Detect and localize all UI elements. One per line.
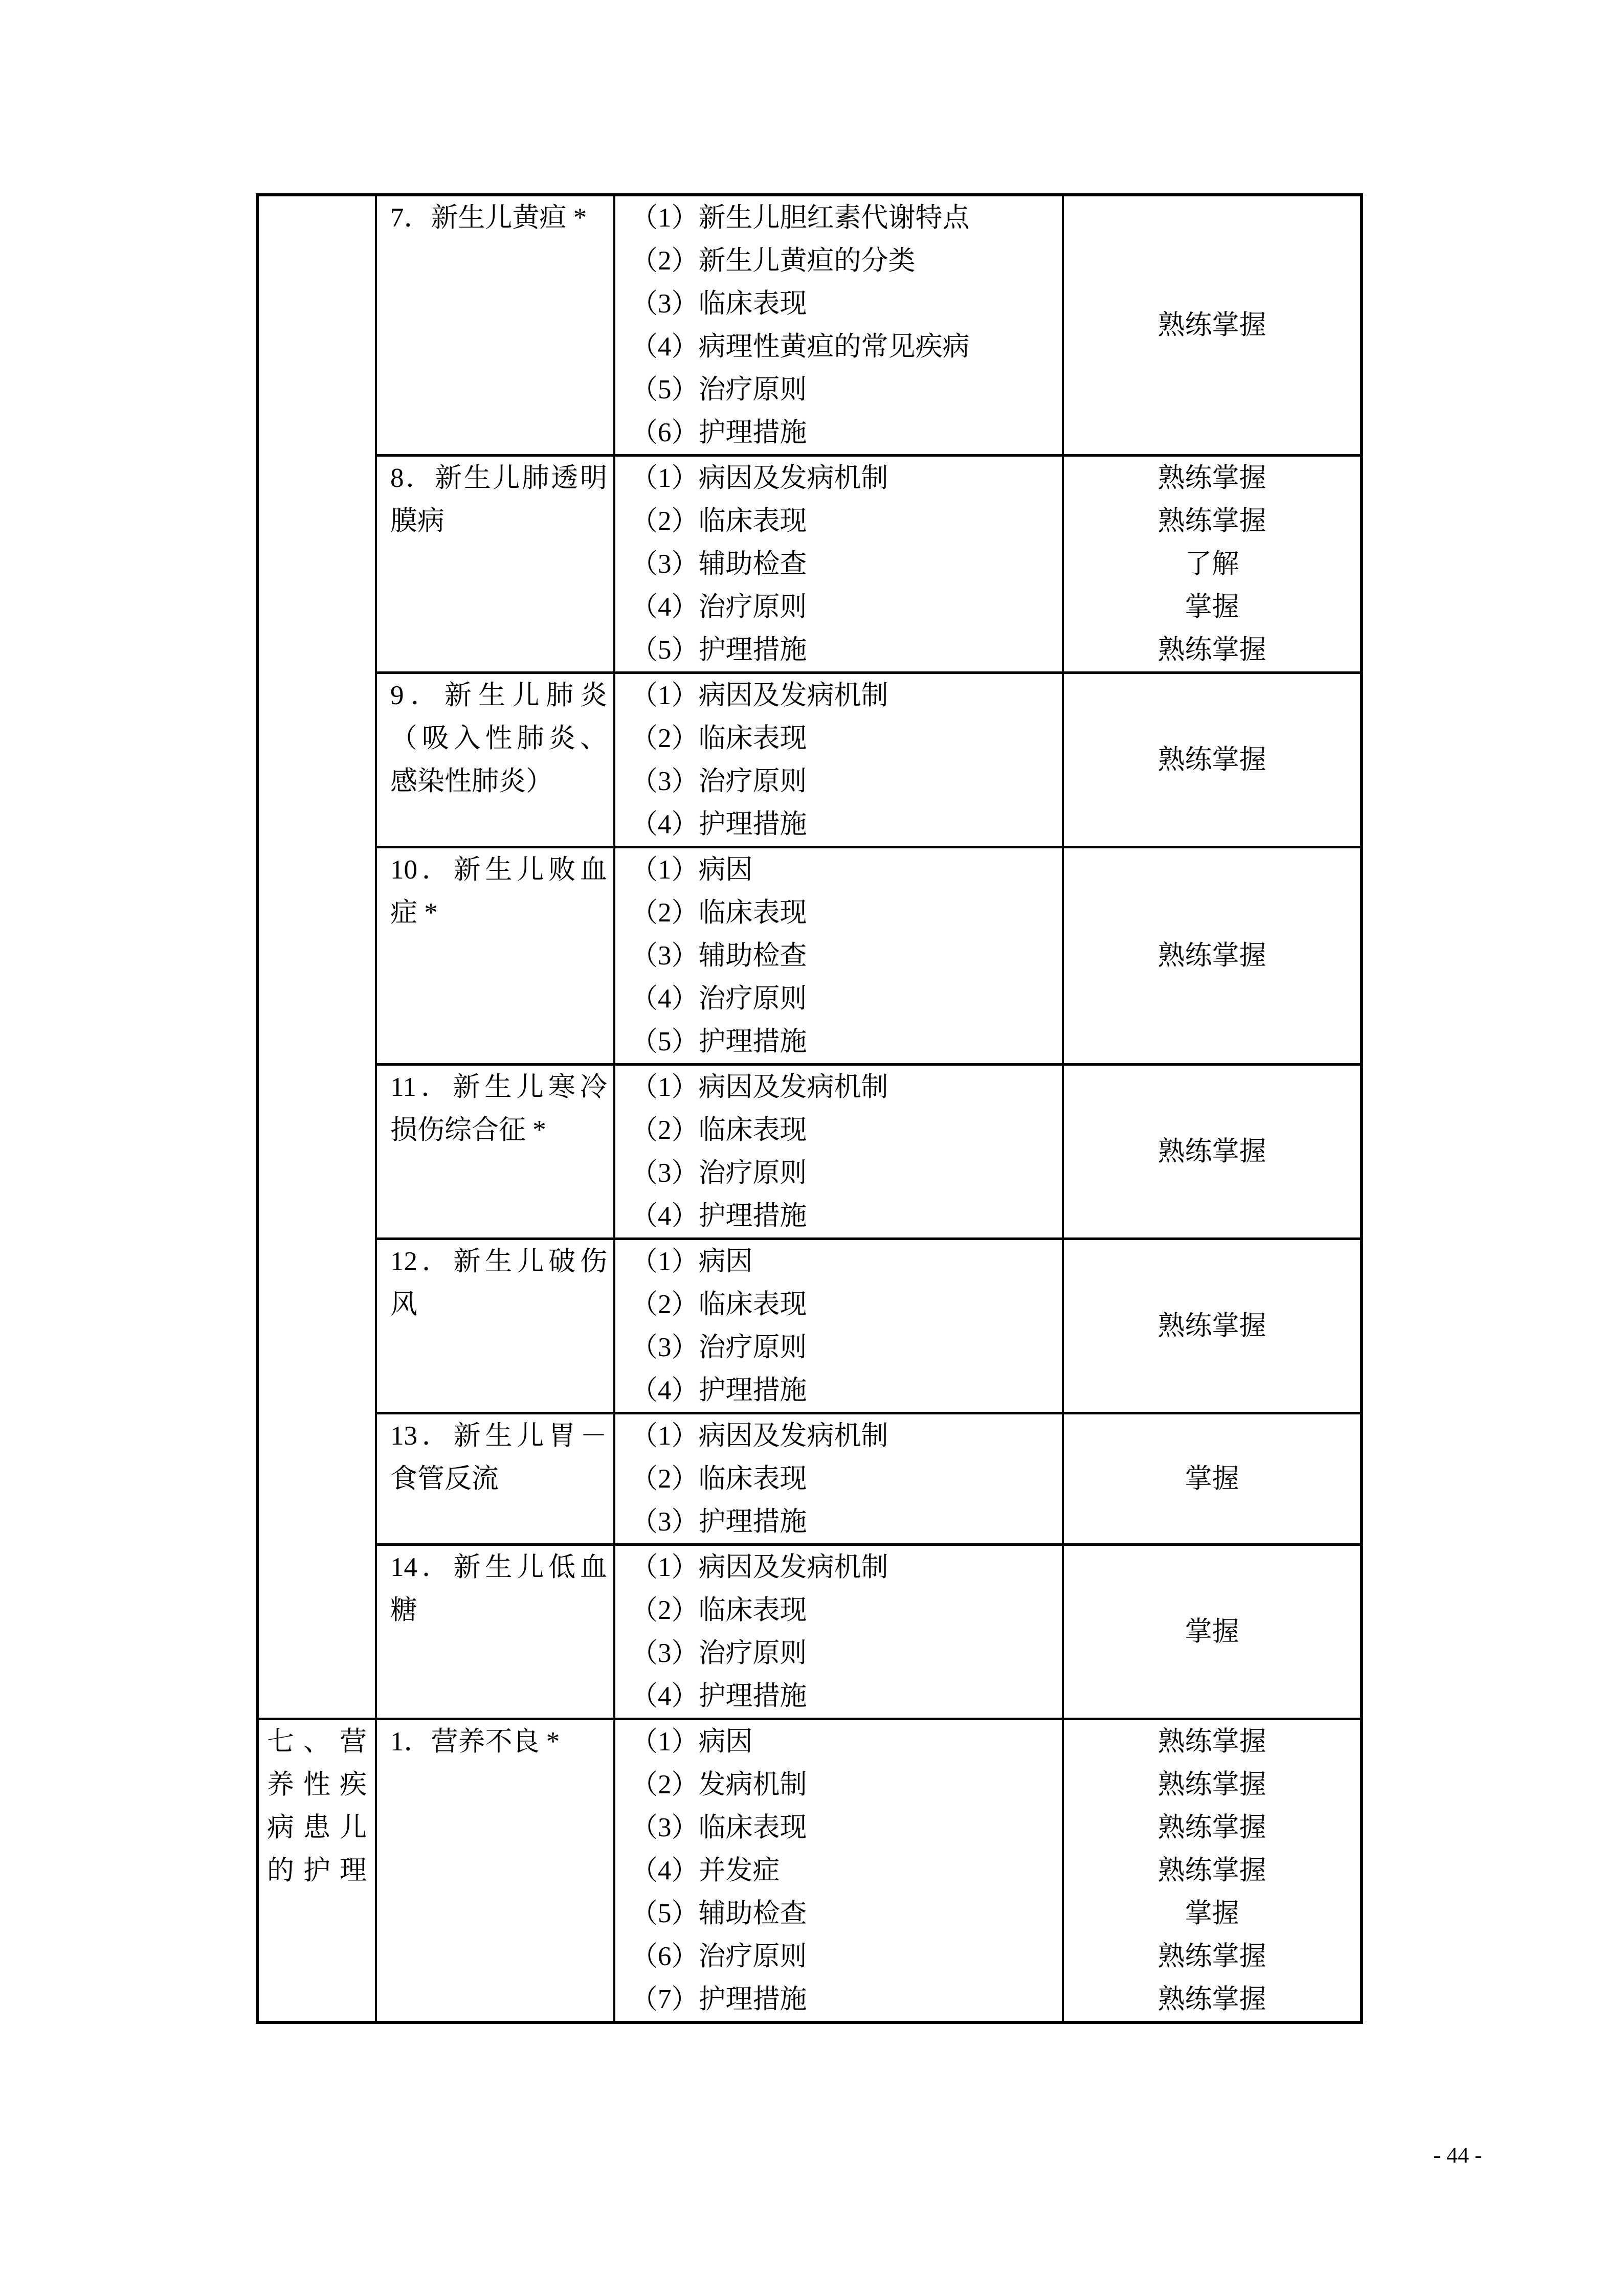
mastery-level-text: 熟练掌握 xyxy=(1158,1770,1266,1799)
mastery-level-text: 熟练掌握 xyxy=(1158,1942,1266,1971)
mastery-level-text: 掌握 xyxy=(1185,592,1239,622)
disease-name-line: 10．新生儿败血 xyxy=(390,855,607,885)
subitem-line: （5）辅助检查 xyxy=(631,1899,807,1928)
mastery-level-text: 掌握 xyxy=(1185,1899,1239,1928)
disease-name-cell xyxy=(375,196,613,454)
subitem-line: （2）发病机制 xyxy=(631,1770,807,1799)
subitem-line: （3）治疗原则 xyxy=(631,1638,807,1668)
mastery-level-text: 熟练掌握 xyxy=(1158,463,1266,493)
subitem-line: （4）护理措施 xyxy=(631,1376,807,1405)
subitem-line: （3）临床表现 xyxy=(631,289,807,319)
mastery-level-cell xyxy=(1062,1543,1360,1718)
subitems-cell xyxy=(613,454,1062,671)
mastery-level-text: 熟练掌握 xyxy=(1158,745,1266,775)
subitem-line: （2）临床表现 xyxy=(631,898,807,928)
subitems-cell xyxy=(613,1543,1062,1718)
subitem-line: （4）护理措施 xyxy=(631,1681,807,1711)
subitem-line: （3）治疗原则 xyxy=(631,1158,807,1188)
subitem-line: （3）辅助检查 xyxy=(631,549,807,579)
subitem-line: （6）护理措施 xyxy=(631,418,807,447)
subitem-line: （1）病因及发病机制 xyxy=(631,1072,888,1102)
subitem-line: （2）新生儿黄疸的分类 xyxy=(631,246,916,276)
subitem-line: （5）护理措施 xyxy=(631,1027,807,1056)
category-cell xyxy=(259,196,375,1718)
category-line: 病患儿 xyxy=(267,1813,367,1842)
subitem-line: （4）护理措施 xyxy=(631,1201,807,1231)
disease-name-line: （吸入性肺炎、 xyxy=(390,724,607,753)
disease-name-cell xyxy=(375,1237,613,1412)
mastery-level-cell xyxy=(1062,671,1360,846)
mastery-level-cell xyxy=(1062,846,1360,1063)
subitem-line: （2）临床表现 xyxy=(631,724,807,753)
subitem-line: （2）临床表现 xyxy=(631,1464,807,1494)
subitem-line: （4）病理性黄疸的常见疾病 xyxy=(631,332,970,362)
subitem-line: （2）临床表现 xyxy=(631,1290,807,1319)
mastery-level-text: 了解 xyxy=(1185,549,1239,579)
disease-name-line: 症 * xyxy=(390,898,438,928)
category-line: 养性疾 xyxy=(267,1770,367,1799)
page-number: - 44 - xyxy=(1433,2143,1482,2168)
mastery-level-text: 熟练掌握 xyxy=(1158,1813,1266,1842)
subitem-line: （1）新生儿胆红素代谢特点 xyxy=(631,203,970,233)
disease-name-line: 14．新生儿低血 xyxy=(390,1552,607,1582)
category-line: 七、营 xyxy=(267,1727,367,1757)
mastery-level-text: 熟练掌握 xyxy=(1158,1311,1266,1341)
subitem-line: （1）病因 xyxy=(631,1247,753,1276)
disease-name-line: 膜病 xyxy=(390,506,444,536)
disease-name-line: 风 xyxy=(390,1290,417,1319)
subitem-line: （5）护理措施 xyxy=(631,635,807,665)
subitems-cell xyxy=(613,1412,1062,1543)
subitem-line: （4）治疗原则 xyxy=(631,592,807,622)
mastery-level-text: 熟练掌握 xyxy=(1158,1727,1266,1757)
mastery-level-cell xyxy=(1062,454,1360,671)
subitems-cell xyxy=(613,846,1062,1063)
mastery-level-text: 熟练掌握 xyxy=(1158,506,1266,536)
subitem-line: （1）病因及发病机制 xyxy=(631,1552,888,1582)
disease-name-line: 感染性肺炎） xyxy=(390,767,553,796)
disease-name-line: 损伤综合征 * xyxy=(390,1115,546,1145)
mastery-level-text: 熟练掌握 xyxy=(1158,1856,1266,1885)
mastery-level-text: 掌握 xyxy=(1185,1617,1239,1647)
mastery-level-text: 掌握 xyxy=(1185,1464,1239,1494)
mastery-level-cell xyxy=(1062,1237,1360,1412)
subitem-line: （2）临床表现 xyxy=(631,1595,807,1625)
disease-name-line: 12．新生儿破伤 xyxy=(390,1247,607,1276)
subitem-line: （1）病因及发病机制 xyxy=(631,1421,888,1451)
curriculum-table xyxy=(256,193,1363,2024)
subitem-line: （2）临床表现 xyxy=(631,506,807,536)
disease-name-cell xyxy=(375,1063,613,1237)
disease-name-cell xyxy=(375,1412,613,1543)
subitems-cell xyxy=(613,196,1062,454)
mastery-level-text: 熟练掌握 xyxy=(1158,1137,1266,1166)
subitem-line: （4）护理措施 xyxy=(631,809,807,839)
mastery-level-cell xyxy=(1062,1718,1360,2021)
subitem-line: （4）治疗原则 xyxy=(631,984,807,1014)
disease-name-cell xyxy=(375,454,613,671)
subitem-line: （1）病因及发病机制 xyxy=(631,681,888,710)
disease-name-line: 糖 xyxy=(390,1595,417,1625)
disease-name-cell xyxy=(375,846,613,1063)
subitems-cell xyxy=(613,1237,1062,1412)
disease-name-cell xyxy=(375,1718,613,2021)
category-cell xyxy=(259,1718,375,2021)
disease-name-line: 7．新生儿黄疸 * xyxy=(390,203,587,233)
mastery-level-text: 熟练掌握 xyxy=(1158,635,1266,665)
disease-name-cell xyxy=(375,671,613,846)
subitem-line: （2）临床表现 xyxy=(631,1115,807,1145)
disease-name-line: 食管反流 xyxy=(390,1464,499,1494)
mastery-level-cell xyxy=(1062,1412,1360,1543)
disease-name-line: 1．营养不良 * xyxy=(390,1727,560,1757)
subitem-line: （3）临床表现 xyxy=(631,1813,807,1842)
mastery-level-text: 熟练掌握 xyxy=(1158,941,1266,971)
subitems-cell xyxy=(613,1718,1062,2021)
subitem-line: （1）病因及发病机制 xyxy=(631,463,888,493)
disease-name-line: 13．新生儿胃－ xyxy=(390,1421,607,1451)
subitem-line: （4）并发症 xyxy=(631,1856,780,1885)
subitems-cell xyxy=(613,671,1062,846)
mastery-level-cell xyxy=(1062,196,1360,454)
disease-name-cell xyxy=(375,1543,613,1718)
subitem-line: （3）护理措施 xyxy=(631,1507,807,1537)
disease-name-line: 11．新生儿寒冷 xyxy=(390,1072,607,1102)
subitem-line: （6）治疗原则 xyxy=(631,1942,807,1971)
subitem-line: （7）护理措施 xyxy=(631,1985,807,2014)
subitem-line: （3）治疗原则 xyxy=(631,1333,807,1362)
disease-name-line: 8．新生儿肺透明 xyxy=(390,463,607,493)
subitems-cell xyxy=(613,1063,1062,1237)
disease-name-line: 9．新生儿肺炎 xyxy=(390,681,607,710)
subitem-line: （1）病因 xyxy=(631,855,753,885)
subitem-line: （3）治疗原则 xyxy=(631,767,807,796)
mastery-level-cell xyxy=(1062,1063,1360,1237)
subitem-line: （1）病因 xyxy=(631,1727,753,1757)
category-line: 的护理 xyxy=(267,1856,367,1885)
subitem-line: （5）治疗原则 xyxy=(631,375,807,404)
mastery-level-text: 熟练掌握 xyxy=(1158,310,1266,340)
subitem-line: （3）辅助检查 xyxy=(631,941,807,971)
mastery-level-text: 熟练掌握 xyxy=(1158,1985,1266,2014)
